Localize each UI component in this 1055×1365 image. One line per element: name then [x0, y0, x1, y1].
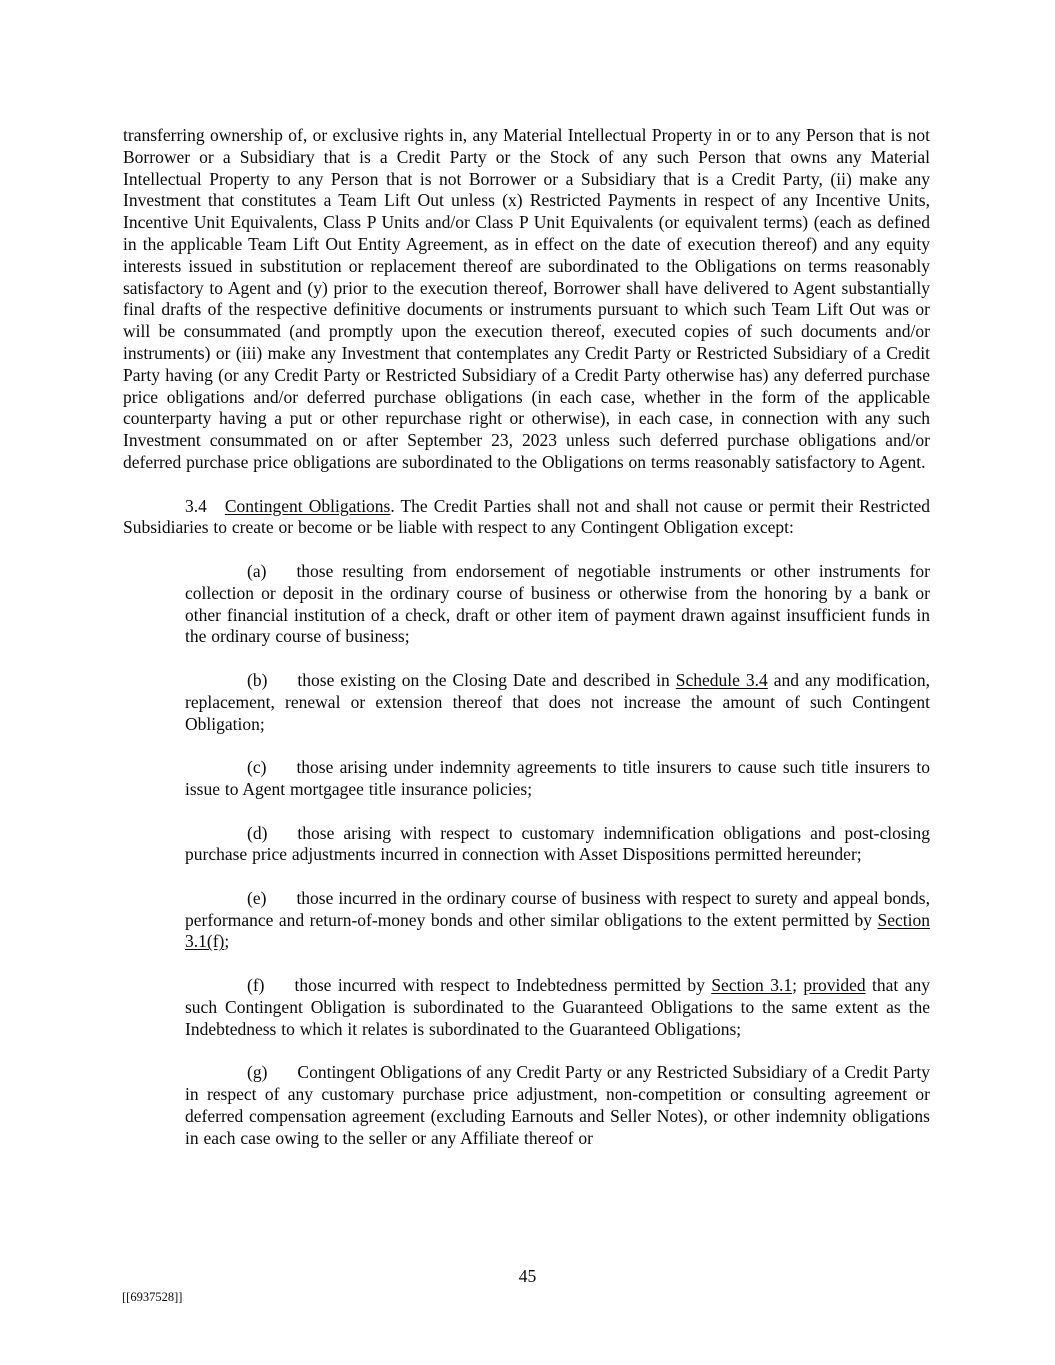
text-segment: (b) — [247, 669, 268, 690]
clause-e — [185, 888, 930, 953]
underlined-reference: Section 3.1 — [711, 975, 793, 996]
underlined-reference: Contingent Obligations — [224, 495, 391, 516]
text-segment: (d) — [247, 822, 268, 843]
text-segment: ; — [224, 931, 230, 952]
underlined-reference: Section 3.1(f) — [185, 909, 930, 952]
paragraph-continuation — [123, 125, 930, 474]
text-segment: those incurred with respect to Indebtedness permitted by — [294, 975, 712, 996]
text-segment: (g) — [247, 1062, 268, 1083]
text-segment: those resulting from endorsement of negotiable instruments or other instruments for collection or deposit in the ordinary course of business or otherwise from the honoring by a bank or other financial institution of a check, draft or other item of payment drawn against insufficient funds in the ordinary course of business; — [185, 560, 930, 647]
clause-f — [185, 975, 930, 1040]
text-segment: those arising under indemnity agreements to title insurers to cause such title insurers to issue to Agent mortgagee title insurance policies; — [185, 757, 930, 799]
text-segment: those arising with respect to customary indemnification obligations and post-closing purchase price adjustments incurred in connection with Asset Dispositions permitted hereunder; — [185, 822, 930, 865]
text-segment: (e) — [247, 887, 267, 908]
text-segment: . The Credit Parties shall not and shall not cause or permit their Restricted Subsidiaries to create or become or be liable with respect to any Contingent Obligation except: — [123, 495, 930, 538]
clause-d — [185, 823, 930, 867]
underlined-reference: provided — [803, 975, 866, 996]
text-segment: those incurred in the ordinary course of business with respect to surety and appeal bonds, performance and return-of-money bonds and other similar obligations to the extent permitted by — [185, 887, 930, 930]
text-segment: and any modification, replacement, renewal or extension thereof that does not increase the amount of such Contingent Obligation; — [185, 669, 930, 734]
text-segment: Contingent Obligations of any Credit Party or any Restricted Subsidiary of a Credit Party in respect of any customary purchase price adjustment, non-competition or consulting agreement or deferred compensation agreement (excluding Earnouts and Seller Notes), or other indemnity obligations in each case owing to the seller or any Affiliate thereof or — [185, 1062, 930, 1148]
document-body — [123, 125, 930, 1171]
page-number: 45 — [518, 1266, 537, 1286]
text-segment: (c) — [247, 757, 267, 778]
clause-a — [185, 561, 930, 648]
text-segment: (f) — [247, 975, 265, 996]
text-segment: transferring ownership of, or exclusive rights in, any Material Intellectual Property in or to any Person that is not Borrower or a Subsidiary that is a Credit Party or the Stock of any such Person that owns any Material Intellectual Property to any Person that is not Borrower or a Subsidiary that is a Credit Party, (ii) make any Investment that constitutes a Team Lift Out unless (x) Restricted Payments in respect of any Incentive Units, Incentive Unit Equivalents, Class P Units and/or Class P Unit Equivalents (or equivalent terms) (each as defined in the applicable Team Lift Out Entity Agreement, as in effect on the date of execution thereof) and any equity interests issued in substitution or replacement thereof are subordinated to the Obligations on terms reasonably satisfactory to Agent and (y) prior to the execution thereof, Borrower shall have delivered to Agent substantially final drafts of the respective definitive documents or instruments pursuant to which such Team Lift Out was or will be consummated (and promptly upon the execution thereof, executed copies of such documents and/or instruments) or (iii) make any Investment that contemplates any Credit Party or Restricted Subsidiary of a Credit Party having (or any Credit Party or Restricted Subsidiary of a Credit Party otherwise has) any deferred purchase price obligations and/or deferred purchase obligations (in each case, whether in the form of the applicable counterparty having a put or other repurchase right or otherwise), in each case, in connection with any such Investment consummated on or after September 23, 2023 unless such deferred purchase obligations and/or deferred purchase price obligations are subordinated to the Obligations on terms reasonably satisfactory to Agent. — [123, 125, 930, 472]
clause-c — [185, 757, 930, 801]
clause-g — [185, 1062, 930, 1149]
text-segment: those existing on the Closing Date and described in — [297, 669, 676, 690]
clause-b — [185, 670, 930, 735]
underlined-reference: Schedule 3.4 — [675, 669, 768, 690]
section-3-4-contingent-obligations — [123, 496, 930, 540]
text-segment: that any such Contingent Obligation is subordinated to the Guaranteed Obligations to the same extent as the Indebtedness to which it relates is subordinated to the Guaranteed Obligations; — [185, 975, 930, 1039]
document-id-stamp: [[6937528]] — [122, 1290, 183, 1304]
text-segment: (a) — [247, 560, 267, 581]
text-segment: 3.4 — [185, 495, 207, 516]
text-segment: ; — [792, 975, 804, 996]
